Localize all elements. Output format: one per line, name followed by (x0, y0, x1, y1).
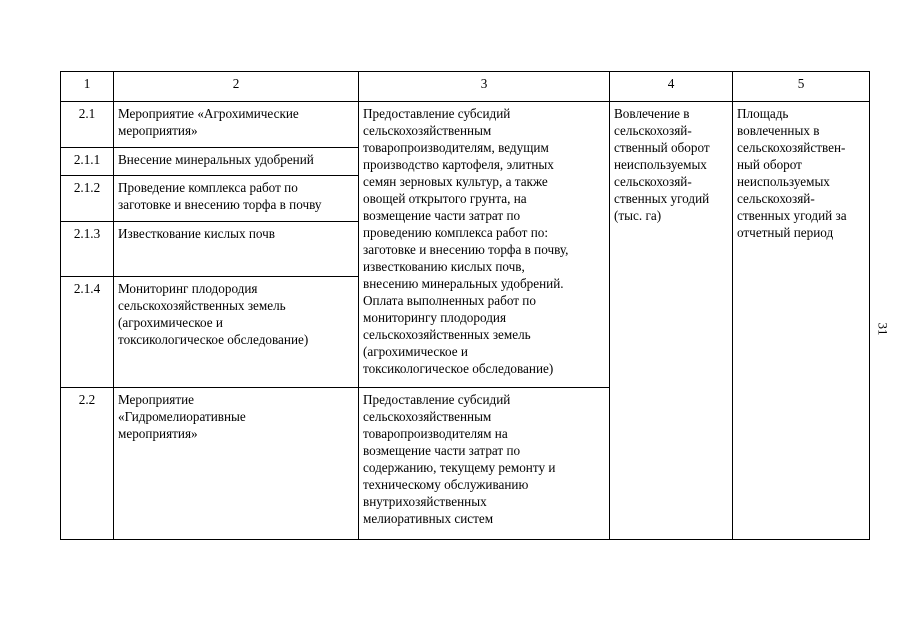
row-number: 2.1.4 (61, 277, 114, 388)
text-line: сельскохозяйственных земель (118, 298, 286, 313)
header-cell: 1 (61, 72, 114, 102)
text-line: мелиоративных систем (363, 511, 494, 526)
text-line: мероприятия» (118, 123, 198, 138)
text-line: внесению минеральных удобрений. (363, 276, 564, 291)
text-line: возмещение части затрат по (363, 443, 521, 458)
text-line: Мероприятие (118, 392, 195, 407)
header-cell: 5 (733, 72, 870, 102)
text-line: Вовлечение в (614, 106, 690, 121)
header-cell: 3 (359, 72, 610, 102)
text-line: семян зерновых культур, а также (363, 174, 548, 189)
text-line: сельскохозяй- (737, 191, 815, 206)
text-line: заготовке и внесению торфа в почву, (363, 242, 569, 257)
text-line: (агрохимическое и (118, 315, 223, 330)
text-line: содержанию, текущему ремонту и (363, 460, 556, 475)
text-line: Проведение комплекса работ по (118, 180, 298, 195)
text-line: производство картофеля, элитных (363, 157, 554, 172)
text-line: (тыс. га) (614, 208, 662, 223)
row-name (114, 176, 359, 222)
text-line: сельскохозяйственным (363, 409, 492, 424)
header-cell: 2 (114, 72, 359, 102)
text-line: внутрихозяйственных (363, 494, 487, 509)
row-name (114, 222, 359, 277)
support-description-cell (359, 388, 610, 540)
text-line: неиспользуемых (614, 157, 707, 172)
text-line: сельскохозяй- (614, 174, 692, 189)
text-line: ственных угодий (614, 191, 710, 206)
text-line: токсикологическое обследование) (118, 332, 309, 347)
text-line: мониторингу плодородия (363, 310, 507, 325)
row-name (114, 277, 359, 388)
text-line: «Гидромелиоративные (118, 409, 246, 424)
header-cell: 4 (610, 72, 733, 102)
text-line: сельскохозяйственным (363, 123, 492, 138)
text-line: Мониторинг плодородия (118, 281, 258, 296)
row-number: 2.1.1 (61, 148, 114, 176)
text-line: Предоставление субсидий (363, 106, 511, 121)
text-line: Оплата выполненных работ по (363, 293, 536, 308)
page-number: 31 (875, 322, 891, 336)
text-line: Мероприятие «Агрохимические (118, 106, 299, 121)
text-line: сельскохозяйствен- (737, 140, 846, 155)
text-line: овощей открытого грунта, на (363, 191, 527, 206)
text-line: Предоставление субсидий (363, 392, 511, 407)
text-line: техническому обслуживанию (363, 477, 529, 492)
text-line: Площадь (737, 106, 789, 121)
text-line: ный оборот (737, 157, 802, 172)
support-description-cell (359, 102, 610, 388)
text-line: ственный оборот (614, 140, 710, 155)
row-name (114, 148, 359, 176)
row-number: 2.2 (61, 388, 114, 540)
indicator-description-cell (733, 102, 870, 540)
text-line: (агрохимическое и (363, 344, 468, 359)
text-line: мероприятия» (118, 426, 198, 441)
row-number: 2.1.2 (61, 176, 114, 222)
row-number: 2.1.3 (61, 222, 114, 277)
header-row (61, 72, 870, 102)
text-line: вовлеченных в (737, 123, 820, 138)
row-number: 2.1 (61, 102, 114, 148)
text-line: отчетный период (737, 225, 834, 240)
indicator-cell (610, 102, 733, 540)
row-name (114, 102, 359, 148)
text-line: сельскохозяй- (614, 123, 692, 138)
text-line: известкованию кислых почв, (363, 259, 525, 274)
row-name (114, 388, 359, 540)
text-line: неиспользуемых (737, 174, 830, 189)
text-line: ственных угодий за (737, 208, 847, 223)
text-line: сельскохозяйственных земель (363, 327, 531, 342)
text-line: возмещение части затрат по (363, 208, 521, 223)
text-line: проведению комплекса работ по: (363, 225, 549, 240)
program-table (60, 71, 870, 540)
text-line: товаропроизводителям, ведущим (363, 140, 549, 155)
text-line: Внесение минеральных удобрений (118, 152, 314, 167)
text-line: токсикологическое обследование) (363, 361, 554, 376)
text-line: Известкование кислых почв (118, 226, 275, 241)
table-row (61, 102, 870, 148)
text-line: заготовке и внесению торфа в почву (118, 197, 322, 212)
text-line: товаропроизводителям на (363, 426, 508, 441)
